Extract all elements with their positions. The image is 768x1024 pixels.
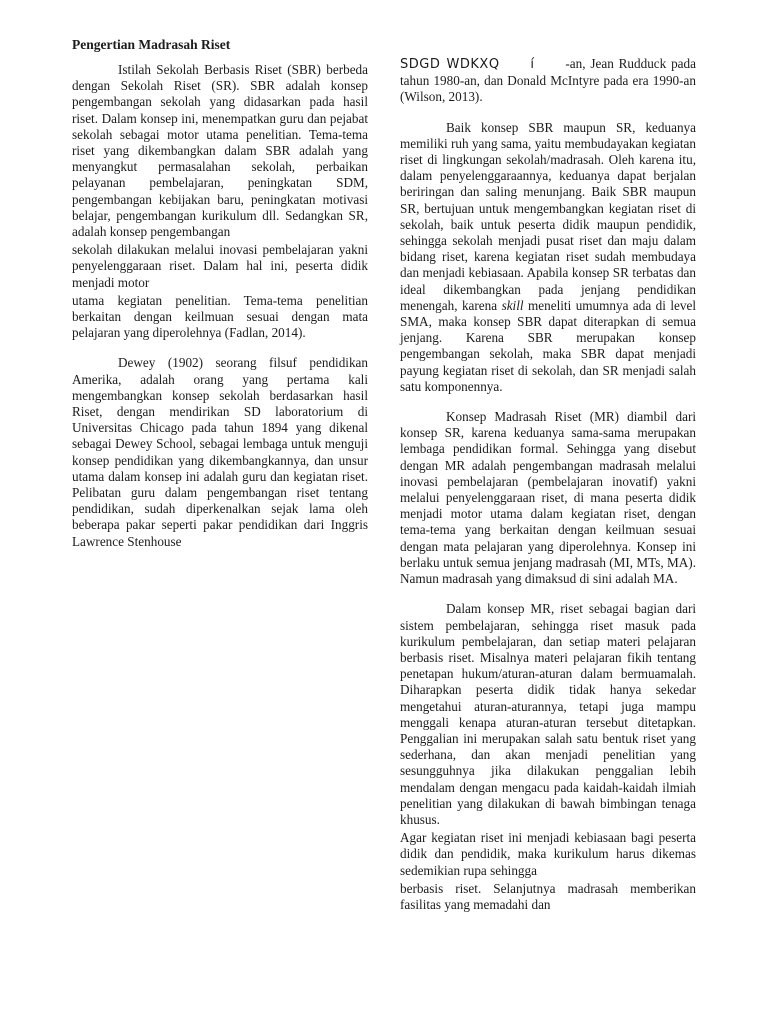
- paragraph-fasilitas: berbasis riset. Selanjutnya madrasah memberikan fasilitas yang memadahi dan: [400, 880, 696, 912]
- paragraph-madrasah-riset: Konsep Madrasah Riset (MR) diambil dari konsep SR, karena keduanya sama-sama merupakan lembaga pendidikan formal. Sehingga yang disebut dengan MR adalah pengembangan madrasah melalui inovasi pembelajaran (pembelajaran inovatif) yakni melalui penyelenggaraan riset, di mana peserta didik menjadi motor utama dalam kegiatan riset, dengan tema-tema yang berkaitan dengan keilmuan sesuai dengan mata pelajaran yang diperolehnya. Konsep ini berlaku untuk semua jenjang madrasah (MI, MTs, MA). Namun madrasah yang dimaksud di sini adalah MA.: [400, 409, 696, 587]
- paragraph-sbr-sr-comparison: [400, 120, 696, 395]
- paragraph-sr-inovasi: sekolah dilakukan melalui inovasi pembelajaran yakni penyelenggaraan riset. Dalam hal ini, peserta didik menjadi motor: [72, 242, 368, 290]
- skill-term: skill: [501, 297, 524, 313]
- page-title: Pengertian Madrasah Riset: [72, 37, 231, 52]
- garbled-text: SDGD WDKXQ í: [400, 57, 566, 72]
- left-column: [72, 62, 368, 550]
- paragraph-sr-tema: utama kegiatan penelitian. Tema-tema penelitian berkaitan dengan keilmuan sesuai dengan mata pelajaran yang diperolehnya (Fadlan, 2014).: [72, 292, 368, 341]
- right-column: [400, 56, 696, 913]
- comparison-text: Baik konsep SBR maupun SR, keduanya memiliki ruh yang sama, yaitu membudayakan kegiatan riset di lingkungan sekolah/madrasah. Oleh karena itu, dalam penyelenggaraannya, keduanya dapat berjalan beriringan dan saling menunjang. Baik SBR maupun SR, bertujuan untuk mengembangkan kegiatan riset di sekolah, baik untuk peserta didik maupun pendidik, sehingga sekolah menjadi pusat riset dan maju dalam bidang riset, karena kegiatan riset sudah membudaya dan menjadi kebiasaan. Apabila konsep SR terbatas dan ideal dikembangkan pada jenjang pendidikan menengah, karena: [400, 119, 696, 313]
- paragraph-kurikulum: Agar kegiatan riset ini menjadi kebiasaan bagi peserta didik dan pendidik, maka kurikulum harus dikemas sedemikian rupa sehingga: [400, 830, 696, 878]
- paragraph-konsep-mr: Dalam konsep MR, riset sebagai bagian dari sistem pembelajaran, sehingga riset masuk pada kurikulum pembelajaran, dan setiap materi pelajaran berbasis riset. Misalnya materi pelajaran fikih tentang penetapan hukum/aturan-aturan dalam bermuamalah. Diharapkan peserta didik tidak hanya sekedar mengetahui aturan-aturannya, tetapi juga mampu menggali kenapa aturan-aturan tersebut ditetapkan. Penggalian ini merupakan salah satu bentuk riset yang sederhana, dan akan menjadi penelitian yang sesungguhnya jika dilakukan penggalian lebih mendalam dengan mengacu pada kaidah-kaidah ilmiah penelitian yang dilakukan di bawah bimbingan tenaga khusus.: [400, 601, 696, 827]
- paragraph-dewey: Dewey (1902) seorang filsuf pendidikan Amerika, adalah orang yang pertama kali mengembangkan konsep sekolah berdasarkan hasil Riset, dengan mendirikan SD laboratorium di Universitas Chicago pada tahun 1894 yang dikenal sebagai Dewey School, sebagai lembaga untuk menguji konsep pendidikan yang dikembangkannya, dan unsur utama dalam konsep ini adalah guru dan kegiatan riset. Pelibatan guru dalam pengembangan riset tentang pendidikan, sudah diperkenalkan sejak lama oleh beberapa pakar seperti pakar pendidikan dari Inggris Lawrence Stenhouse: [72, 355, 368, 549]
- paragraph-continuation: [400, 56, 696, 106]
- paragraph-sbr-sr: Istilah Sekolah Berbasis Riset (SBR) berbeda dengan Sekolah Riset (SR). SBR adalah konsep pengembangan sekolah yang didasarkan pada hasil riset. Dalam konsep ini, menempatkan guru dan pejabat sekolah sebagai motor utama penelitian. Tema-tema riset yang dikembangkan dalam SBR adalah yang menyangkut permasalahan sekolah, perbaikan pelayanan pembelajaran, peningkatan SDM, pengembangan kebijakan baru, peningkatan motivasi belajar, pengembangan kurikulum dll. Sedangkan SR, adalah konsep pengembangan: [72, 62, 368, 240]
- comparison-text-end: meneliti umumnya ada di level SMA, maka konsep SBR dapat diterapkan di semua jenjang. Karena SBR merupakan konsep pengembangan sekolah, maka SBR dapat menjadi payung kegiatan riset di sekolah, dan SR menjadi salah satu komponennya.: [400, 297, 696, 394]
- continuation-text: -an, Jean Rudduck pada tahun 1980-an, dan Donald McIntyre pada era 1990-an (Wilson, 2013).: [400, 56, 696, 105]
